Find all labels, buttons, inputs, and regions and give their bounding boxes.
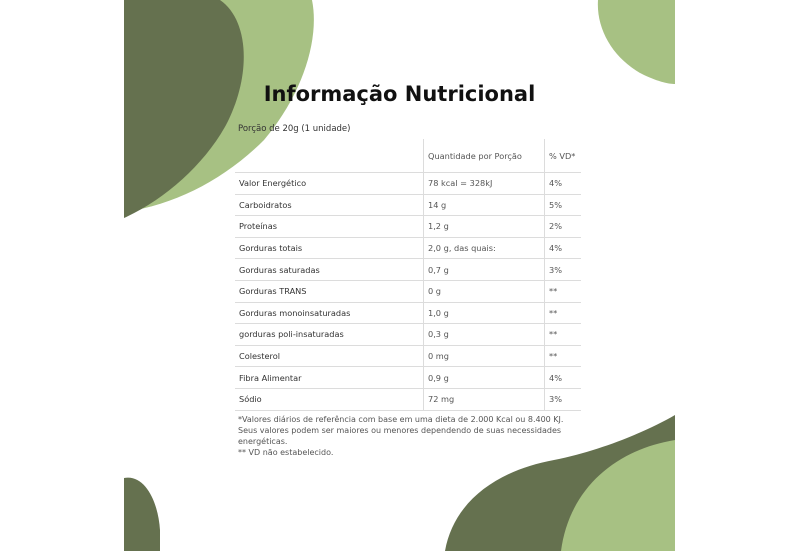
- table-header-row: [235, 139, 581, 173]
- nutrient-name: Gorduras TRANS: [235, 280, 424, 302]
- nutrient-name: Fibra Alimentar: [235, 367, 424, 389]
- table-row: [235, 367, 581, 389]
- table-row: [235, 388, 581, 410]
- nutrient-vd: 4%: [545, 173, 582, 195]
- nutrient-quantity: 0 g: [424, 280, 545, 302]
- table-row: [235, 324, 581, 346]
- nutrient-name: Gorduras totais: [235, 237, 424, 259]
- nutrient-name: Proteínas: [235, 216, 424, 238]
- nutrient-quantity: 0,7 g: [424, 259, 545, 281]
- table-row: [235, 280, 581, 302]
- table-row: [235, 345, 581, 367]
- nutrient-quantity: 0,9 g: [424, 367, 545, 389]
- nutrient-name: gorduras poli-insaturadas: [235, 324, 424, 346]
- footnotes: [238, 414, 578, 458]
- table-row: [235, 194, 581, 216]
- nutrient-vd: 3%: [545, 259, 582, 281]
- nutrient-name: Carboidratos: [235, 194, 424, 216]
- header-nutrient: [235, 139, 424, 173]
- footnote-vd-not-established: ** VD não estabelecido.: [238, 448, 334, 457]
- footnote-reference-values: *Valores diários de referência com base em uma dieta de 2.000 Kcal ou 8.400 KJ. Seus valores podem ser maiores ou menores dependendo de suas necessidades energéticas.: [238, 415, 564, 446]
- nutrient-vd: 3%: [545, 388, 582, 410]
- portion-label: Porção de 20g (1 unidade): [238, 124, 351, 134]
- nutrient-quantity: 0,3 g: [424, 324, 545, 346]
- nutrient-name: Gorduras saturadas: [235, 259, 424, 281]
- nutrient-vd: 5%: [545, 194, 582, 216]
- nutrition-card: [124, 0, 675, 551]
- nutrient-name: Sódio: [235, 388, 424, 410]
- header-vd: % VD*: [545, 139, 582, 173]
- blob-bottom-left-dark: [124, 478, 160, 551]
- blob-top-right-light: [598, 0, 675, 84]
- nutrient-vd: 2%: [545, 216, 582, 238]
- nutrient-quantity: 1,2 g: [424, 216, 545, 238]
- header-quantity: Quantidade por Porção: [424, 139, 545, 173]
- nutrition-table: [235, 139, 581, 411]
- nutrient-quantity: 2,0 g, das quais:: [424, 237, 545, 259]
- nutrient-quantity: 72 mg: [424, 388, 545, 410]
- nutrient-vd: 4%: [545, 237, 582, 259]
- table-row: [235, 237, 581, 259]
- nutrient-name: Colesterol: [235, 345, 424, 367]
- nutrient-quantity: 0 mg: [424, 345, 545, 367]
- table-row: [235, 216, 581, 238]
- nutrient-vd: **: [545, 345, 582, 367]
- table-row: [235, 302, 581, 324]
- nutrient-quantity: 78 kcal = 328kJ: [424, 173, 545, 195]
- table-row: [235, 173, 581, 195]
- page-title: Informação Nutricional: [263, 82, 536, 106]
- nutrient-vd: **: [545, 302, 582, 324]
- nutrient-vd: **: [545, 324, 582, 346]
- nutrient-name: Valor Energético: [235, 173, 424, 195]
- table-row: [235, 259, 581, 281]
- nutrient-name: Gorduras monoinsaturadas: [235, 302, 424, 324]
- nutrient-vd: **: [545, 280, 582, 302]
- nutrient-quantity: 14 g: [424, 194, 545, 216]
- nutrient-vd: 4%: [545, 367, 582, 389]
- nutrient-quantity: 1,0 g: [424, 302, 545, 324]
